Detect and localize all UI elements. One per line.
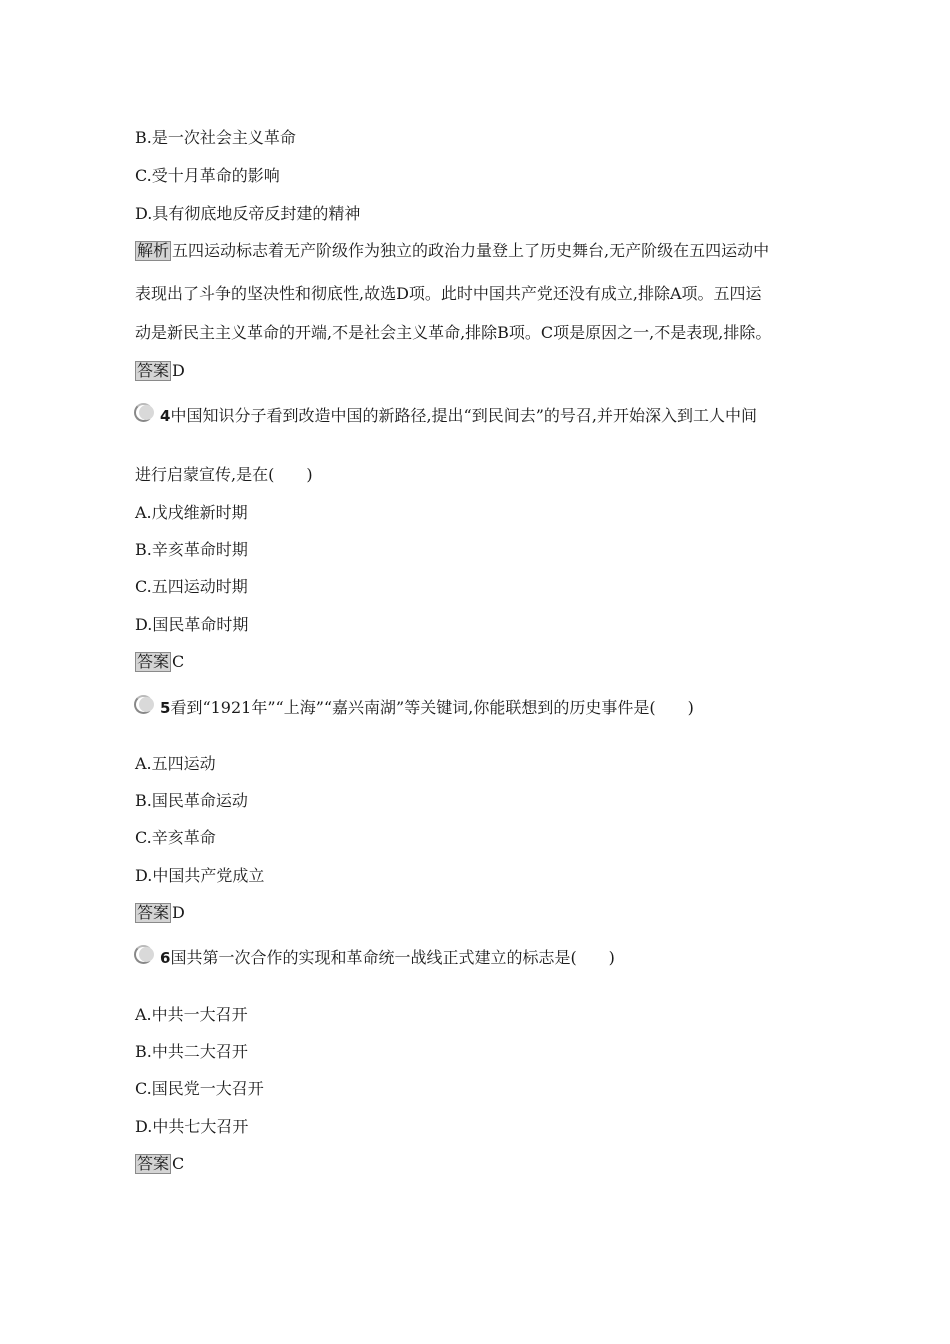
question-number: 6 (160, 949, 171, 967)
q3-option-c: C.受十月革命的影响 (135, 166, 280, 185)
analysis-tag: 解析 (137, 241, 170, 260)
q4-stem (134, 403, 757, 427)
question-marker-icon (134, 695, 156, 717)
answer-tag: 答案 (137, 903, 170, 922)
q5-option-d: D.中国共产党成立 (135, 866, 265, 885)
answer-value: C (172, 1154, 185, 1173)
q3-analysis-line-2: 表现出了斗争的坚决性和彻底性,故选D项。此时中国共产党还没有成立,排除A项。五四运 (135, 284, 762, 303)
answer-tag: 答案 (137, 652, 170, 671)
q6-option-a: A.中共一大召开 (135, 1005, 248, 1024)
question-text: 中国知识分子看到改造中国的新路径,提出“到民间去”的号召,并开始深入到工人中间 (170, 406, 757, 425)
q4-option-b: B.辛亥革命时期 (135, 540, 248, 559)
q6-answer (135, 1154, 184, 1174)
answer-value: D (172, 361, 185, 380)
q5-answer (135, 903, 185, 923)
question-marker-icon (134, 945, 156, 967)
answer-tag: 答案 (137, 361, 170, 380)
q4-option-d: D.国民革命时期 (135, 615, 249, 634)
question-text: 看到“1921年”“上海”“嘉兴南湖”等关键词,你能联想到的历史事件是( ) (170, 698, 694, 717)
q3-answer (135, 361, 185, 381)
q6-option-c: C.国民党一大召开 (135, 1079, 264, 1098)
q3-analysis-line-3: 动是新民主主义革命的开端,不是社会主义革命,排除B项。C项是原因之一,不是表现,排除。 (135, 323, 772, 342)
answer-value: D (172, 903, 185, 922)
q6-option-d: D.中共七大召开 (135, 1117, 249, 1136)
q4-stem-continued: 进行启蒙宣传,是在( ) (135, 465, 313, 484)
question-marker-icon (134, 403, 156, 425)
q5-option-c: C.辛亥革命 (135, 828, 216, 847)
answer-tag: 答案 (137, 1154, 170, 1173)
answer-value: C (172, 652, 185, 671)
q4-option-c: C.五四运动时期 (135, 577, 248, 596)
q4-answer (135, 652, 184, 672)
question-text: 国共第一次合作的实现和革命统一战线正式建立的标志是( ) (170, 948, 615, 967)
q3-analysis-line-1 (135, 241, 769, 261)
question-number: 4 (160, 407, 171, 425)
q3-option-d: D.具有彻底地反帝反封建的精神 (135, 204, 361, 223)
q5-option-a: A.五四运动 (135, 754, 216, 773)
q5-option-b: B.国民革命运动 (135, 791, 248, 810)
q3-option-b: B.是一次社会主义革命 (135, 128, 296, 147)
q6-stem (134, 945, 615, 969)
q5-stem (134, 695, 694, 719)
analysis-text: 五四运动标志着无产阶级作为独立的政治力量登上了历史舞台,无产阶级在五四运动中 (172, 241, 770, 260)
question-number: 5 (160, 699, 171, 717)
q4-option-a: A.戊戌维新时期 (135, 503, 248, 522)
q6-option-b: B.中共二大召开 (135, 1042, 248, 1061)
